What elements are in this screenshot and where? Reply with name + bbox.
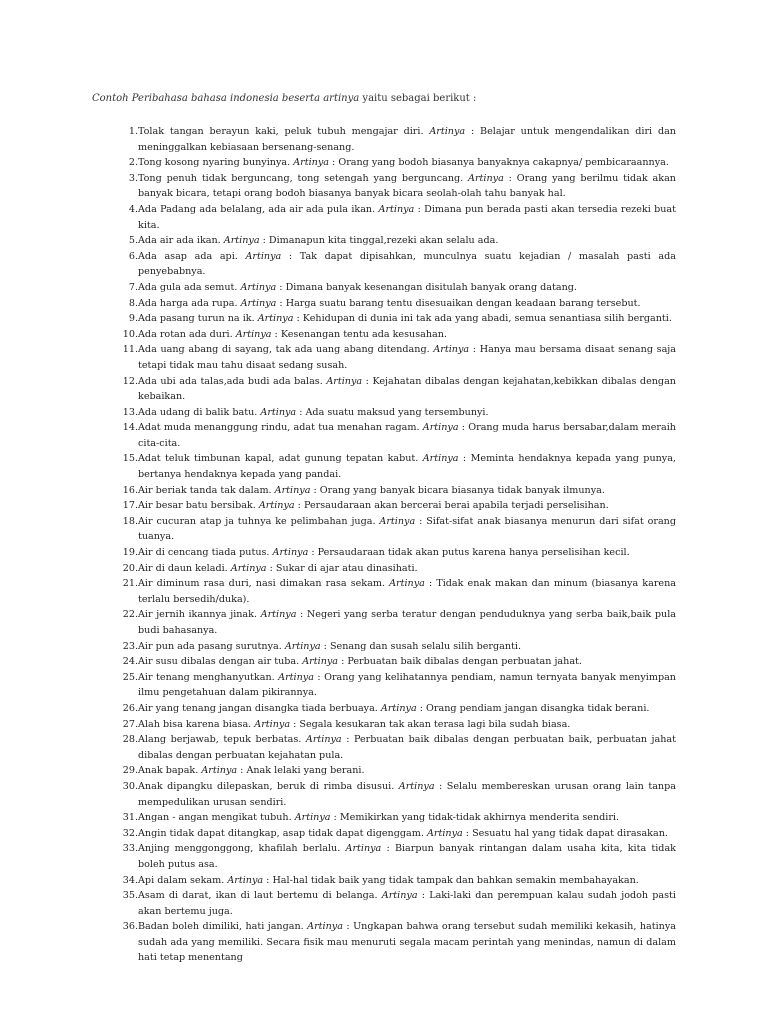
item-text: Angin tidak dapat ditangkap, asap tidak dapat digenggam. Artinya : Sesuatu hal yang tidak dapat dirasakan. [138, 827, 668, 839]
artinya-label: Artinya [272, 547, 309, 559]
item-meaning: Segala kesukaran tak akan terasa lagi bila sudah biasa. [299, 718, 571, 730]
list-item [92, 701, 676, 717]
list-item [92, 873, 676, 889]
artinya-label: Artinya [326, 375, 363, 387]
item-phrase: Ada udang di balik batu. [138, 406, 258, 418]
artinya-label: Artinya [240, 281, 277, 293]
artinya-label: Artinya [305, 734, 342, 746]
item-meaning: Dimana pun berada pasti akan tersedia rezeki buat kita. [138, 203, 676, 231]
item-meaning: Sesuatu hal yang tidak dapat dirasakan. [472, 827, 668, 839]
artinya-label: Artinya [260, 609, 297, 621]
item-phrase: Tong kosong nyaring bunyinya. [138, 157, 291, 169]
list-item [92, 561, 676, 577]
artinya-label: Artinya [307, 921, 343, 933]
item-text: Badan boleh dimiliki, hati jangan. Artinya : Ungkapan bahwa orang tersebut sudah memiliki kekasih, hatinya sudah ada yang memiliki. Secara fisik mau menuruti segala macam perintah yang menindas, namun di dalam hati tetap menentang [138, 921, 676, 964]
item-meaning: Hanya mau bersama disaat senang saja tetapi tidak mau tahu disaat sedang susah. [138, 344, 676, 371]
item-number: 9. [128, 313, 138, 325]
item-text: Ada Padang ada belalang, ada air ada pula ikan. Artinya : Dimana pun berada pasti akan tersedia rezeki buat kita. [138, 203, 676, 231]
item-phrase: Tong penuh tidak berguncang, tong setengah yang berguncang. [138, 172, 464, 184]
item-number: 34. [122, 874, 138, 886]
item-phrase: Ada gula ada semut. [138, 281, 238, 293]
artinya-label: Artinya [258, 500, 295, 512]
item-phrase: Api dalam sekam. [138, 874, 225, 886]
item-meaning: Dimana banyak kesenangan disitulah banyak orang datang. [285, 281, 577, 293]
item-text: Adat teluk timbunan kapal, adat gunung tepatan kabut. Artinya : Meminta hendaknya kepada yang punya, bertanya hendaknya kepada yang pandai. [138, 453, 676, 481]
item-text: Ada rotan ada duri. Artinya : Kesenangan tentu ada kesusahan. [138, 328, 447, 340]
list-item [92, 233, 676, 249]
item-text: Ada air ada ikan. Artinya : Dimanapun kita tinggal,rezeki akan selalu ada. [138, 235, 499, 247]
artinya-label: Artinya [240, 297, 277, 309]
item-text: Air di daun keladi. Artinya : Sukar di ajar atau dinasihati. [138, 562, 418, 574]
item-number: 18. [122, 515, 138, 527]
list-item [92, 280, 676, 296]
peribahasa-list [92, 124, 676, 966]
item-text: Ada pasang turun na ik. Artinya : Kehidupan di dunia ini tak ada yang abadi, semua senantiasa silih berganti. [138, 313, 672, 325]
list-item [92, 483, 676, 499]
item-number: 19. [122, 547, 138, 559]
item-number: 7. [128, 281, 138, 293]
item-phrase: Badan boleh dimiliki, hati jangan. [138, 921, 304, 933]
item-number: 10. [122, 328, 138, 340]
item-phrase: Alang berjawab, tepuk berbatas. [138, 734, 302, 746]
item-phrase: Anak bapak. [138, 765, 199, 777]
item-meaning: Ungkapan bahwa orang tersebut sudah memiliki kekasih, hatinya sudah ada yang memiliki. Secara fisik mau menuruti segala macam perintah yang menindas, namun di dalam hati tetap menentang [138, 921, 676, 964]
item-number: 5. [128, 235, 138, 247]
artinya-label: Artinya [398, 780, 435, 792]
list-item [92, 779, 676, 810]
item-number: 21. [122, 578, 138, 590]
item-phrase: Air yang tenang jangan disangka tiada berbuaya. [138, 702, 378, 714]
list-item [92, 405, 676, 421]
list-item [92, 919, 676, 966]
item-meaning: Negeri yang serba teratur dengan penduduknya yang serba baik,baik pula budi bahasanya. [138, 609, 676, 636]
item-phrase: Ada ubi ada talas,ada budi ada balas. [138, 375, 323, 387]
item-text: Air cucuran atap ja tuhnya ke pelimbahan juga. Artinya : Sifat-sifat anak biasanya menurun dari sifat orang tuanya. [138, 515, 677, 543]
item-meaning: Orang pendiam jangan disangka tidak berani. [426, 702, 650, 714]
item-phrase: Ada harga ada rupa. [138, 297, 238, 309]
item-number: 33. [122, 843, 138, 855]
item-meaning: Meminta hendaknya kepada yang punya, bertanya hendaknya kepada yang pandai. [138, 453, 676, 481]
item-text: Angan - angan mengikat tubuh. Artinya : Memikirkan yang tidak-tidak akhirnya menderita sendiri. [138, 812, 620, 824]
item-text: Air yang tenang jangan disangka tiada berbuaya. Artinya : Orang pendiam jangan disangka tidak berani. [138, 702, 650, 714]
item-text: Air beriak tanda tak dalam. Artinya : Orang yang banyak bicara biasanya tidak banyak ilmunya. [138, 484, 605, 496]
item-number: 36. [122, 921, 138, 933]
item-number: 2. [128, 157, 138, 169]
item-text: Air susu dibalas dengan air tuba. Artinya : Perbuatan baik dibalas dengan perbuatan jahat. [138, 656, 582, 668]
item-meaning: Ada suatu maksud yang tersembunyi. [305, 406, 489, 418]
item-number: 11. [122, 344, 138, 356]
artinya-label: Artinya [223, 235, 260, 247]
item-text: Ada udang di balik batu. Artinya : Ada suatu maksud yang tersembunyi. [138, 406, 489, 418]
artinya-label: Artinya [227, 874, 264, 886]
item-meaning: Hal-hal tidak baik yang tidak tampak dan bahkan semakin membahayakan. [272, 874, 639, 886]
item-number: 8. [128, 297, 138, 309]
list-item [92, 763, 676, 779]
item-meaning: Selalu membereskan urusan orang lain tanpa mempedulikan urusan sendiri. [138, 780, 676, 808]
item-meaning: Perbuatan baik dibalas dengan perbuatan jahat. [347, 656, 582, 668]
item-text: Air pun ada pasang surutnya. Artinya : Senang dan susah selalu silih berganti. [138, 640, 521, 652]
item-number: 22. [122, 609, 138, 621]
item-phrase: Asam di darat, ikan di laut bertemu di belanga. [138, 890, 378, 902]
item-phrase: Anak dipangku dilepaskan, beruk di rimba disusui. [138, 780, 395, 792]
artinya-label: Artinya [378, 203, 415, 215]
item-meaning: Orang yang berilmu tidak akan banyak bicara, tetapi orang bodoh biasanya banyak bicara seolah-olah tahu banyak hal. [138, 172, 676, 200]
list-item [92, 171, 676, 202]
list-item [92, 374, 676, 405]
list-item [92, 545, 676, 561]
artinya-label: Artinya [254, 718, 291, 730]
item-phrase: Tolak tangan berayun kaki, peluk tubuh mengajar diri. [138, 126, 424, 137]
item-text: Alang berjawab, tepuk berbatas. Artinya : Perbuatan baik dibalas dengan perbuatan baik, perbuatan jahat dibalas dengan perbuatan kejahatan pula. [138, 734, 676, 761]
item-number: 31. [122, 812, 138, 824]
artinya-label: Artinya [422, 422, 459, 434]
artinya-label: Artinya [274, 484, 311, 496]
item-text: Tong penuh tidak berguncang, tong setengah yang berguncang. Artinya : Orang yang berilmu tidak akan banyak bicara, tetapi orang bodoh biasanya banyak bicara seolah-olah tahu banyak hal. [138, 172, 676, 200]
item-meaning: Biarpun banyak rintangan dalam usaha kita, kita tidak boleh putus asa. [138, 843, 676, 870]
list-item [92, 670, 676, 701]
item-meaning: Perbuatan baik dibalas dengan perbuatan baik, perbuatan jahat dibalas dengan perbuatan kejahatan pula. [138, 734, 676, 761]
item-meaning: Orang yang kelihatannya pendiam, namun ternyata banyak menyimpan ilmu pengetahuan dalam pikirannya. [138, 671, 676, 699]
artinya-label: Artinya [293, 157, 329, 169]
list-item [92, 639, 676, 655]
item-text: Alah bisa karena biasa. Artinya : Segala kesukaran tak akan terasa lagi bila sudah biasa. [138, 718, 571, 730]
item-meaning: Kehidupan di dunia ini tak ada yang abadi, semua senantiasa silih berganti. [302, 313, 672, 325]
item-phrase: Air jernih ikannya jinak. [138, 609, 258, 621]
item-number: 25. [122, 671, 138, 683]
item-phrase: Anjing menggonggong, khafilah berlalu. [138, 843, 341, 855]
item-number: 29. [122, 765, 138, 777]
list-item [92, 607, 676, 638]
item-text: Api dalam sekam. Artinya : Hal-hal tidak baik yang tidak tampak dan bahkan semakin membahayakan. [138, 874, 639, 886]
list-item [92, 202, 676, 233]
item-phrase: Angan - angan mengikat tubuh. [138, 812, 292, 824]
item-text: Ada harga ada rupa. Artinya : Harga suatu barang tentu disesuaikan dengan keadaan barang tersebut. [138, 297, 641, 309]
artinya-label: Artinya [302, 656, 339, 668]
artinya-label: Artinya [294, 812, 331, 824]
list-item [92, 327, 676, 343]
item-number: 13. [122, 406, 138, 418]
artinya-label: Artinya [389, 578, 425, 590]
item-phrase: Air cucuran atap ja tuhnya ke pelimbahan juga. [138, 515, 376, 527]
artinya-label: Artinya [380, 702, 417, 714]
item-number: 35. [122, 890, 138, 902]
item-meaning: Sifat-sifat anak biasanya menurun dari sifat orang tuanya. [138, 515, 677, 543]
item-phrase: Ada uang abang di sayang, tak ada uang abang ditendang. [138, 344, 430, 356]
item-text: Adat muda menanggung rindu, adat tua menahan ragam. Artinya : Orang muda harus bersabar,dalam meraih cita-cita. [138, 422, 676, 449]
artinya-label: Artinya [379, 515, 416, 527]
item-number: 17. [122, 500, 138, 512]
item-phrase: Ada Padang ada belalang, ada air ada pula ikan. [138, 203, 376, 215]
list-item [92, 732, 676, 763]
item-phrase: Air pun ada pasang surutnya. [138, 640, 282, 652]
list-item [92, 124, 676, 155]
item-number: 20. [122, 562, 138, 574]
item-meaning: Anak lelaki yang berani. [246, 765, 365, 777]
item-number: 6. [128, 250, 138, 262]
item-meaning: Belajar untuk mengendalikan diri dan meninggalkan kebiasaan bersenang-senang. [138, 126, 676, 153]
item-phrase: Air di daun keladi. [138, 562, 228, 574]
list-item [92, 841, 676, 872]
item-text: Anak bapak. Artinya : Anak lelaki yang berani. [138, 765, 365, 777]
item-meaning: Orang muda harus bersabar,dalam meraih cita-cita. [138, 422, 676, 449]
list-item [92, 420, 676, 451]
item-meaning: Senang dan susah selalu silih berganti. [329, 640, 521, 652]
list-item [92, 576, 676, 607]
item-number: 27. [122, 718, 138, 730]
intro-title: Contoh Peribahasa bahasa indonesia beserta artinya [92, 93, 360, 104]
intro-suffix: yaitu sebagai berikut : [359, 93, 477, 104]
item-number: 15. [122, 453, 138, 465]
item-text: Tong kosong nyaring bunyinya. Artinya : Orang yang bodoh biasanya banyaknya cakapnya/ pembicaraannya. [138, 157, 669, 169]
artinya-label: Artinya [230, 562, 267, 574]
list-item [92, 888, 676, 919]
artinya-label: Artinya [345, 843, 382, 855]
artinya-label: Artinya [201, 765, 238, 777]
intro-line [92, 92, 692, 106]
item-phrase: Air di cencang tiada putus. [138, 547, 270, 559]
item-text: Asam di darat, ikan di laut bertemu di belanga. Artinya : Laki-laki dan perempuan kalau sudah jodoh pasti akan bertemu juga. [138, 890, 676, 917]
item-text: Ada uang abang di sayang, tak ada uang abang ditendang. Artinya : Hanya mau bersama disaat senang saja tetapi tidak mau tahu disaat sedang susah. [138, 344, 676, 371]
list-item [92, 810, 676, 826]
item-phrase: Ada rotan ada duri. [138, 328, 233, 340]
item-text: Air diminum rasa duri, nasi dimakan rasa sekam. Artinya : Tidak enak makan dan minum (biasanya karena terlalu bersedih/duka). [138, 578, 676, 605]
list-item [92, 296, 676, 312]
artinya-label: Artinya [433, 344, 470, 356]
item-meaning: Orang yang bodoh biasanya banyaknya cakapnya/ pembicaraannya. [338, 157, 669, 169]
item-phrase: Adat teluk timbunan kapal, adat gunung tepatan kabut. [138, 453, 419, 465]
item-text: Anak dipangku dilepaskan, beruk di rimba disusui. Artinya : Selalu membereskan urusan orang lain tanpa mempedulikan urusan sendiri. [138, 780, 676, 808]
item-phrase: Adat muda menanggung rindu, adat tua menahan ragam. [138, 422, 420, 434]
list-item [92, 826, 676, 842]
item-text: Ada asap ada api. Artinya : Tak dapat dipisahkan, munculnya suatu kejadian / masalah pasti ada penyebabnya. [138, 250, 676, 278]
list-item [92, 498, 676, 514]
item-meaning: Persaudaraan tidak akan putus karena hanya perselisihan kecil. [317, 547, 630, 559]
item-number: 23. [122, 640, 138, 652]
item-number: 30. [122, 780, 138, 792]
item-phrase: Ada air ada ikan. [138, 235, 221, 247]
item-number: 16. [122, 484, 138, 496]
item-text: Ada ubi ada talas,ada budi ada balas. Artinya : Kejahatan dibalas dengan kejahatan,kebikkan dibalas dengan kebaikan. [138, 375, 676, 403]
item-phrase: Ada pasang turun na ik. [138, 313, 255, 325]
artinya-label: Artinya [429, 126, 466, 137]
item-text: Air tenang menghanyutkan. Artinya : Orang yang kelihatannya pendiam, namun ternyata banyak menyimpan ilmu pengetahuan dalam pikirannya. [138, 671, 676, 699]
list-item [92, 342, 676, 373]
item-text: Air jernih ikannya jinak. Artinya : Negeri yang serba teratur dengan penduduknya yang serba baik,baik pula budi bahasanya. [138, 609, 676, 636]
item-number: 12. [122, 375, 138, 387]
item-phrase: Air besar batu bersibak. [138, 500, 256, 512]
item-meaning: Kesenangan tentu ada kesusahan. [280, 328, 447, 340]
item-phrase: Ada asap ada api. [138, 250, 238, 262]
item-meaning: Tidak enak makan dan minum (biasanya karena terlalu bersedih/duka). [138, 578, 676, 605]
list-item [92, 155, 676, 171]
item-number: 3. [128, 172, 138, 184]
artinya-label: Artinya [260, 406, 297, 418]
artinya-label: Artinya [235, 328, 272, 340]
artinya-label: Artinya [422, 453, 459, 465]
list-item [92, 451, 676, 482]
artinya-label: Artinya [245, 250, 282, 262]
item-meaning: Tak dapat dipisahkan, munculnya suatu kejadian / masalah pasti ada penyebabnya. [138, 250, 676, 278]
item-meaning: Dimanapun kita tinggal,rezeki akan selalu ada. [268, 235, 499, 247]
item-number: 26. [122, 702, 138, 714]
item-text: Tolak tangan berayun kaki, peluk tubuh mengajar diri. Artinya : Belajar untuk mengendalikan diri dan meninggalkan kebiasaan bersenang-senang. [138, 126, 676, 153]
item-text: Air besar batu bersibak. Artinya : Persaudaraan akan bercerai berai apabila terjadi perselisihan. [138, 500, 609, 512]
item-meaning: Harga suatu barang tentu disesuaikan dengan keadaan barang tersebut. [285, 297, 641, 309]
item-phrase: Air tenang menghanyutkan. [138, 671, 275, 683]
item-phrase: Air beriak tanda tak dalam. [138, 484, 272, 496]
artinya-label: Artinya [257, 313, 294, 325]
list-item [92, 311, 676, 327]
item-text: Anjing menggonggong, khafilah berlalu. Artinya : Biarpun banyak rintangan dalam usaha kita, kita tidak boleh putus asa. [138, 843, 676, 870]
item-number: 28. [122, 734, 138, 746]
item-meaning: Laki-laki dan perempuan kalau sudah jodoh pasti akan bertemu juga. [138, 890, 676, 917]
item-number: 14. [122, 422, 138, 434]
artinya-label: Artinya [284, 640, 321, 652]
item-meaning: Kejahatan dibalas dengan kejahatan,kebikkan dibalas dengan kebaikan. [138, 375, 676, 403]
item-phrase: Air diminum rasa duri, nasi dimakan rasa sekam. [138, 578, 385, 590]
item-meaning: Sukar di ajar atau dinasihati. [275, 562, 418, 574]
item-number: 4. [128, 203, 138, 215]
item-text: Ada gula ada semut. Artinya : Dimana banyak kesenangan disitulah banyak orang datang. [138, 281, 577, 293]
list-item [92, 717, 676, 733]
item-number: 32. [122, 827, 138, 839]
item-meaning: Memikirkan yang tidak-tidak akhirnya menderita sendiri. [339, 812, 620, 824]
item-meaning: Orang yang banyak bicara biasanya tidak banyak ilmunya. [319, 484, 605, 496]
item-number: 24. [122, 656, 138, 668]
artinya-label: Artinya [426, 827, 463, 839]
list-item [92, 514, 676, 545]
item-meaning: Persaudaraan akan bercerai berai apabila terjadi perselisihan. [303, 500, 609, 512]
list-item [92, 654, 676, 670]
item-number: 1. [128, 126, 138, 137]
artinya-label: Artinya [381, 890, 418, 902]
artinya-label: Artinya [278, 671, 314, 683]
list-item [92, 249, 676, 280]
artinya-label: Artinya [468, 172, 504, 184]
item-phrase: Air susu dibalas dengan air tuba. [138, 656, 300, 668]
item-text: Air di cencang tiada putus. Artinya : Persaudaraan tidak akan putus karena hanya perselisihan kecil. [138, 547, 630, 559]
item-phrase: Alah bisa karena biasa. [138, 718, 252, 730]
item-phrase: Angin tidak dapat ditangkap, asap tidak dapat digenggam. [138, 827, 424, 839]
